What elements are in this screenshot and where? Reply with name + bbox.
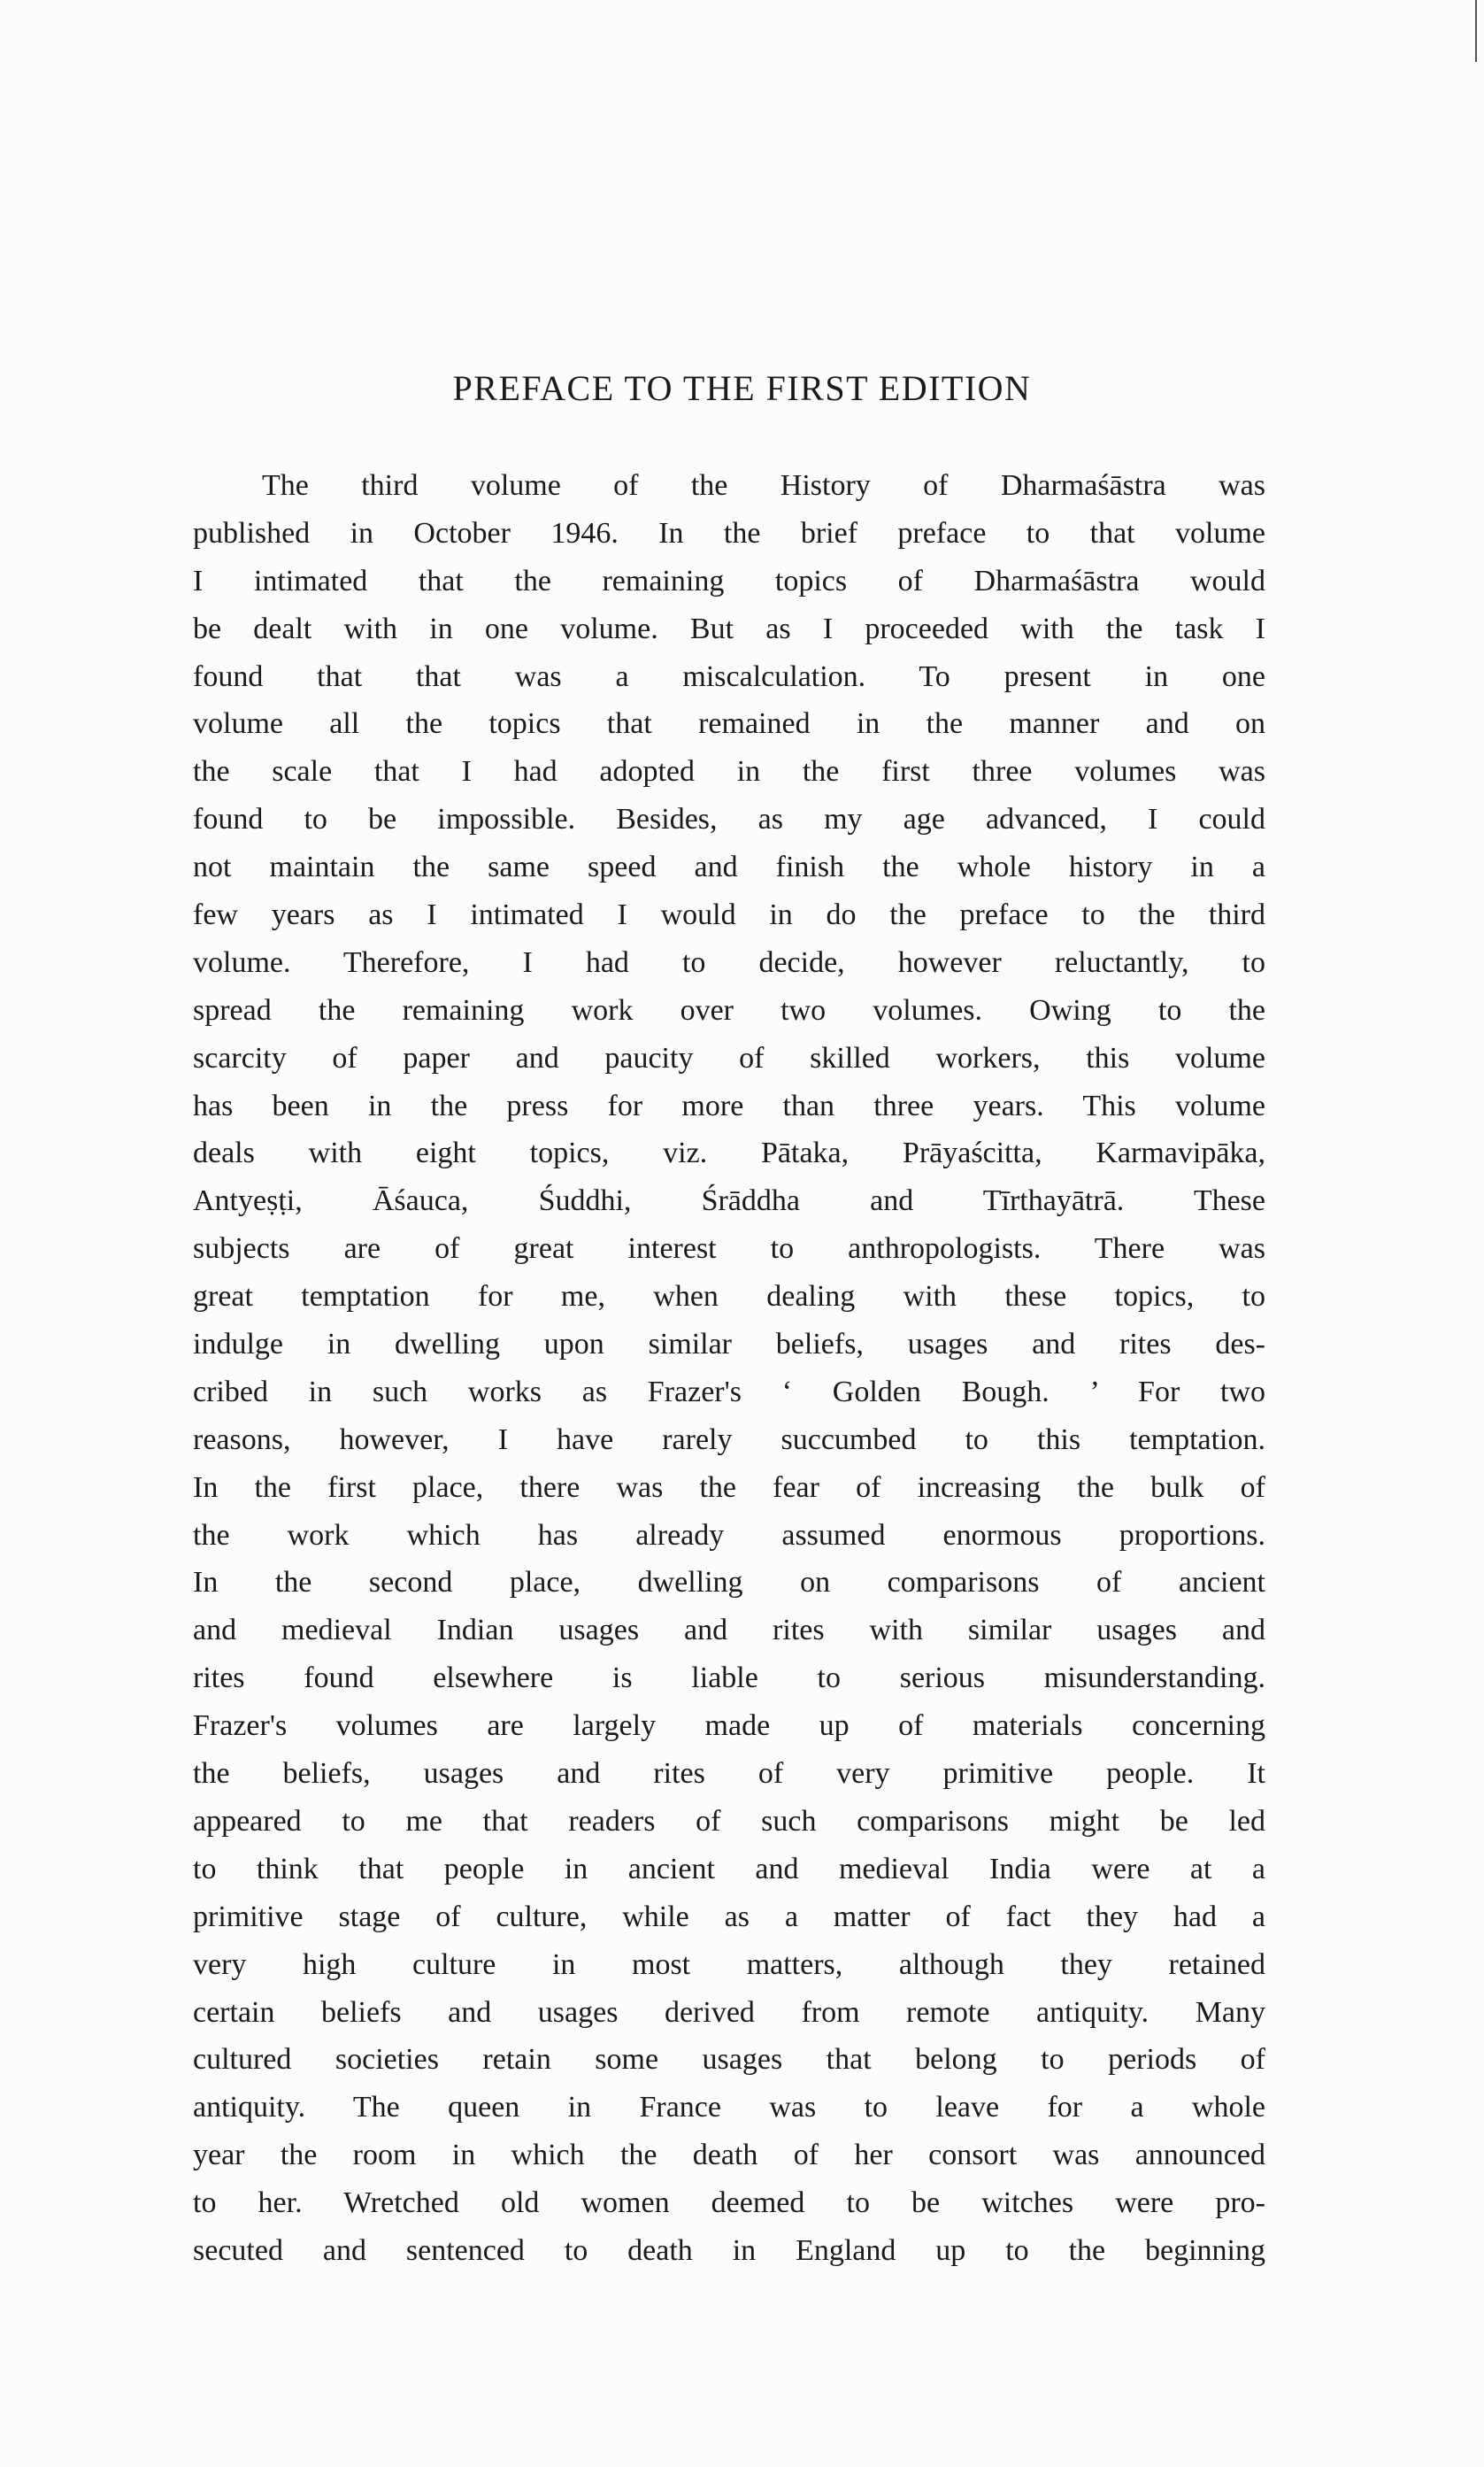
- text-line: certain beliefs and usages derived from remote antiquity. Many: [193, 1995, 1265, 2029]
- text-line: scarcity of paper and paucity of skilled workers, this volume: [193, 1041, 1265, 1075]
- page-edge-mark: [1475, 0, 1477, 62]
- text-line: found that that was a miscalculation. To present in one: [193, 659, 1265, 693]
- text-line: be dealt with in one volume. But as I proceeded with the task I: [193, 612, 1265, 645]
- text-line: appeared to me that readers of such comparisons might be led: [193, 1804, 1265, 1838]
- text-line: very high culture in most matters, although they retained: [193, 1947, 1265, 1981]
- text-line: found to be impossible. Besides, as my age advanced, I could: [193, 803, 1265, 836]
- text-line: to her. Wretched old women deemed to be witches were pro-: [193, 2186, 1265, 2220]
- text-line: cultured societies retain some usages that belong to periods of: [193, 2043, 1265, 2077]
- text-line: Frazer's volumes are largely made up of materials concerning: [193, 1709, 1265, 1743]
- text-line: the beliefs, usages and rites of very primitive people. It: [193, 1757, 1265, 1791]
- text-line: volume. Therefore, I had to decide, however reluctantly, to: [193, 945, 1265, 979]
- text-line: The third volume of the History of Dharmaśāstra was: [262, 469, 1265, 502]
- text-line: indulge in dwelling upon similar beliefs, usages and rites des-: [193, 1328, 1265, 1361]
- text-line: great temptation for me, when dealing with these topics, to: [193, 1280, 1265, 1314]
- text-line: Antyeṣṭi, Āśauca, Śuddhi, Śrāddha and Tīrthayātrā. These: [193, 1184, 1265, 1218]
- text-line: the work which has already assumed enormous proportions.: [193, 1518, 1265, 1552]
- text-line: secuted and sentenced to death in England up to the beginning: [193, 2233, 1265, 2267]
- text-line: year the room in which the death of her consort was announced: [193, 2139, 1265, 2172]
- text-line: In the first place, there was the fear of increasing the bulk of: [193, 1470, 1265, 1504]
- text-line: subjects are of great interest to anthropologists. There was: [193, 1232, 1265, 1266]
- text-line: published in October 1946. In the brief preface to that volume: [193, 516, 1265, 550]
- text-line: In the second place, dwelling on comparisons of ancient: [193, 1566, 1265, 1600]
- text-line: spread the remaining work over two volumes. Owing to the: [193, 993, 1265, 1027]
- text-line: the scale that I had adopted in the first three volumes was: [193, 755, 1265, 789]
- text-line: antiquity. The queen in France was to leave for a whole: [193, 2091, 1265, 2124]
- page-title: PREFACE TO THE FIRST EDITION: [452, 368, 1032, 408]
- text-line: few years as I intimated I would in do the preface to the third: [193, 898, 1265, 932]
- text-line: rites found elsewhere is liable to serious misunderstanding.: [193, 1661, 1265, 1695]
- text-line: not maintain the same speed and finish the whole history in a: [193, 851, 1265, 884]
- text-line: to think that people in ancient and medieval India were at a: [193, 1852, 1265, 1885]
- text-line: deals with eight topics, viz. Pātaka, Prāyaścitta, Karmavipāka,: [193, 1137, 1265, 1170]
- text-line: has been in the press for more than three years. This volume: [193, 1089, 1265, 1122]
- text-line: I intimated that the remaining topics of Dharmaśāstra would: [193, 564, 1265, 597]
- text-line: cribed in such works as Frazer's ‘ Golden Bough. ’ For two: [193, 1375, 1265, 1408]
- text-line: reasons, however, I have rarely succumbed to this temptation.: [193, 1422, 1265, 1456]
- text-line: volume all the topics that remained in the manner and on: [193, 707, 1265, 741]
- preface-paragraph: [193, 462, 1265, 2275]
- text-line: primitive stage of culture, while as a matter of fact they had a: [193, 1900, 1265, 1933]
- text-line: and medieval Indian usages and rites with similar usages and: [193, 1614, 1265, 1647]
